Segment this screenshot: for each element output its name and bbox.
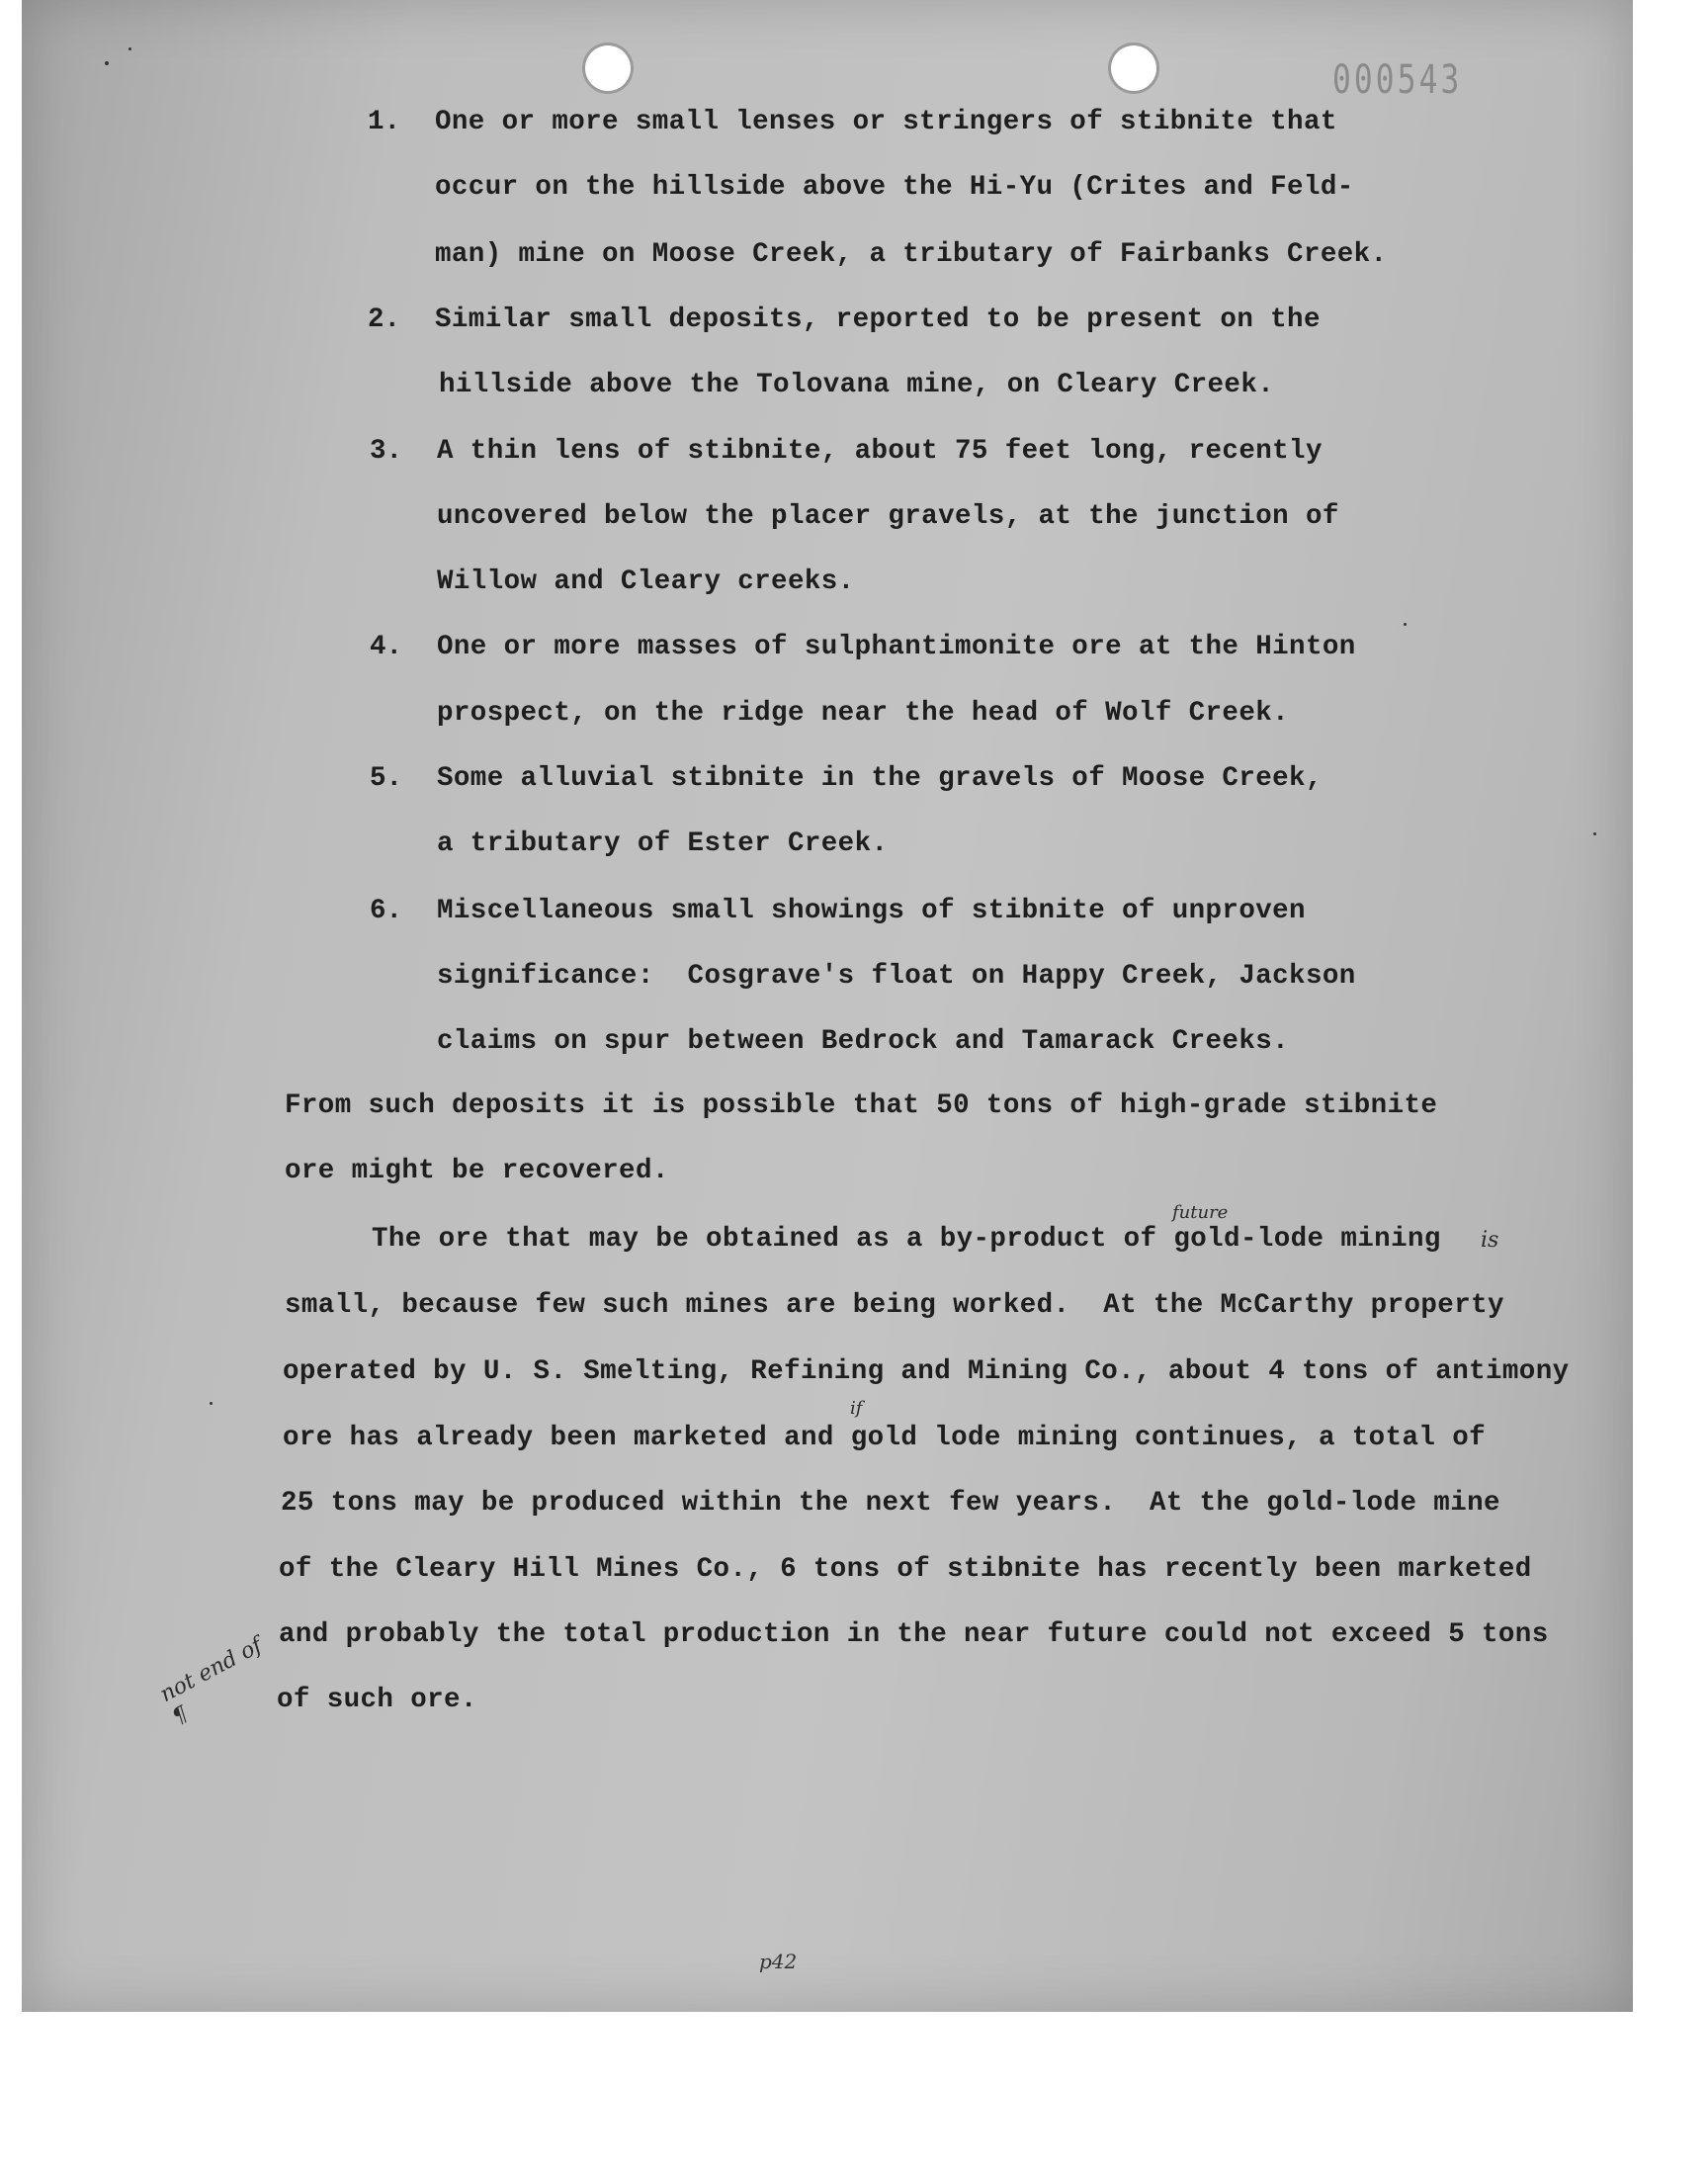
list-item-number: 3.: [370, 436, 403, 467]
list-item-line: Some alluvial stibnite in the gravels of Moose Creek,: [437, 763, 1323, 794]
list-item-line: Willow and Cleary creeks.: [437, 566, 855, 597]
list-item-line: prospect, on the ridge near the head of Wolf Creek.: [437, 698, 1290, 729]
list-item-line: a tributary of Ester Creek.: [437, 828, 889, 859]
paragraph-line: small, because few such mines are being worked. At the McCarthy property: [285, 1290, 1504, 1321]
list-item-number: 6.: [370, 896, 403, 926]
paragraph-line: of such ore.: [277, 1685, 477, 1715]
list-item-line: One or more small lenses or stringers of stibnite that: [435, 107, 1337, 137]
paragraph-line: ore has already been marketed and gold lode mining continues, a total of: [283, 1423, 1486, 1453]
document-page: [22, 0, 1633, 2012]
list-item-line: significance: Cosgrave's float on Happy Creek, Jackson: [437, 961, 1356, 992]
handwritten-insert-is: is: [1481, 1228, 1499, 1253]
scan-speck: [210, 1402, 213, 1405]
scan-margin: [0, 2012, 1708, 2175]
handwritten-insert-future: future: [1172, 1202, 1229, 1223]
list-item-number: 1.: [368, 107, 401, 137]
handwritten-page-number: p42: [759, 1950, 798, 1973]
scan-speck: [105, 61, 109, 65]
scan-speck: [1404, 623, 1407, 626]
scan-speck: [128, 47, 131, 50]
paragraph-line: The ore that may be obtained as a by-product of gold-lode mining: [372, 1224, 1441, 1255]
list-item-line: One or more masses of sulphantimonite ore at the Hinton: [437, 632, 1356, 662]
scan-speck: [1593, 832, 1596, 835]
list-item-number: 2.: [368, 304, 401, 335]
list-item-line: uncovered below the placer gravels, at the junction of: [437, 501, 1339, 532]
punch-hole: [1111, 45, 1156, 91]
punch-hole: [585, 45, 631, 91]
handwritten-margin-note: not end of ¶: [156, 1632, 267, 1731]
paragraph-line: 25 tons may be produced within the next few years. At the gold-lode mine: [281, 1488, 1500, 1519]
paragraph-line: operated by U. S. Smelting, Refining and Mining Co., about 4 tons of antimony: [283, 1356, 1570, 1387]
handwritten-insert-if: if: [850, 1398, 863, 1419]
list-item-line: Miscellaneous small showings of stibnite of unproven: [437, 896, 1306, 926]
list-item-number: 5.: [370, 763, 403, 794]
list-item-line: man) mine on Moose Creek, a tributary of Fairbanks Creek.: [435, 239, 1388, 270]
paragraph-line: of the Cleary Hill Mines Co., 6 tons of stibnite has recently been marketed: [279, 1554, 1532, 1585]
list-item-line: claims on spur between Bedrock and Tamarack Creeks.: [437, 1026, 1290, 1057]
document-stamp-number: 000543: [1332, 57, 1463, 103]
list-item-line: A thin lens of stibnite, about 75 feet long, recently: [437, 436, 1323, 467]
list-item-line: occur on the hillside above the Hi-Yu (Crites and Feld-: [435, 172, 1354, 203]
list-item-number: 4.: [370, 632, 403, 662]
summary-line: ore might be recovered.: [285, 1156, 669, 1186]
summary-line: From such deposits it is possible that 50 tons of high-grade stibnite: [285, 1090, 1438, 1121]
list-item-line: Similar small deposits, reported to be present on the: [435, 304, 1321, 335]
list-item-line: hillside above the Tolovana mine, on Cleary Creek.: [439, 370, 1275, 400]
paragraph-line: and probably the total production in the near future could not exceed 5 tons: [279, 1619, 1549, 1650]
